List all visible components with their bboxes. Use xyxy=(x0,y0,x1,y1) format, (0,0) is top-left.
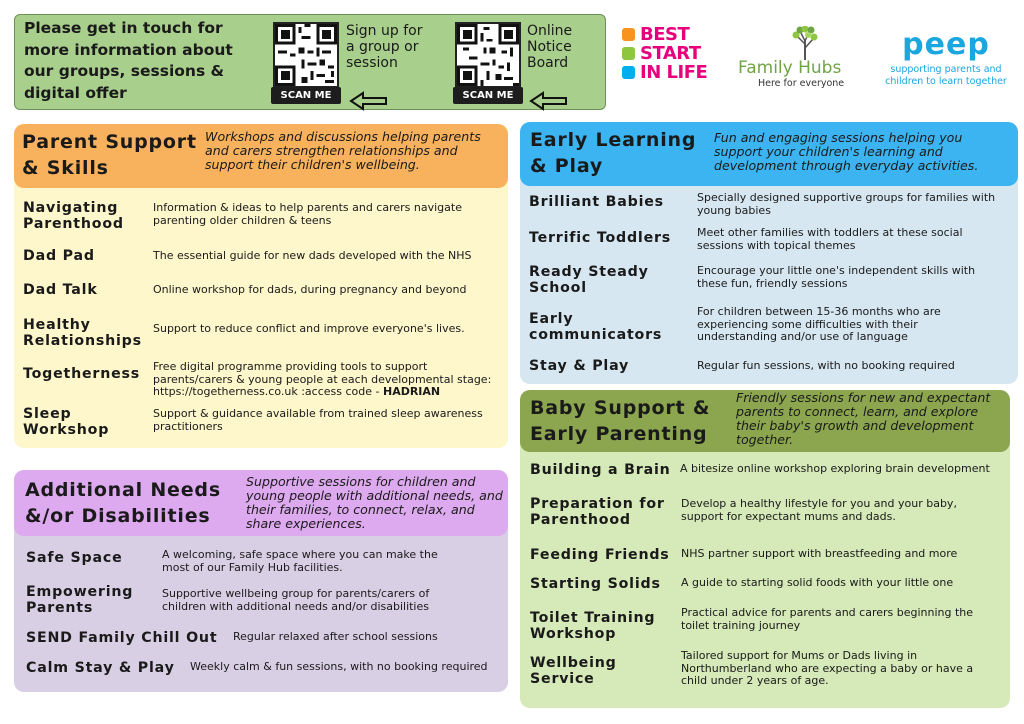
item-name: Stay & Play xyxy=(529,358,630,374)
parent-support-section xyxy=(14,124,508,448)
item-description: Weekly calm & fun sessions, with no booking required xyxy=(190,660,488,673)
item-description: Meet other families with toddlers at these social sessions with topical themes xyxy=(697,226,963,252)
item-name: Terrific Toddlers xyxy=(529,230,672,246)
item-name: SEND Family Chill Out xyxy=(26,630,218,646)
item-name: Dad Pad xyxy=(23,248,95,264)
section-header xyxy=(14,124,508,188)
qr-code-icon[interactable] xyxy=(273,22,339,88)
item-name: Brilliant Babies xyxy=(529,194,664,210)
qr-code-icon[interactable] xyxy=(455,22,521,88)
arrow-left-icon xyxy=(349,91,389,111)
item-description: Encourage your little one's independent skills with these fun, friendly sessions xyxy=(697,264,976,290)
item-description: A bitesize online workshop exploring brain development xyxy=(680,462,990,475)
scan-me-label: SCAN ME xyxy=(453,87,523,104)
family-hubs-title: Family Hubs xyxy=(738,58,842,78)
section-description: Workshops and discussions helping parents and carers strengthen relationships and support their children's wellbeing. xyxy=(205,129,481,172)
item-description: Regular relaxed after school sessions xyxy=(233,630,438,643)
item-description: Information & ideas to help parents and carers navigate parenting older children & teens xyxy=(153,201,462,227)
section-description: Supportive sessions for children and young people with additional needs, and their families, to connect, relax, and share experiences. xyxy=(246,474,503,531)
item-name: Safe Space xyxy=(26,550,123,566)
contact-message: Please get in touch for more information about our groups, sessions & digital offer xyxy=(24,19,233,102)
item-name: Sleep Workshop xyxy=(23,406,110,438)
qr-label-notice-board: Online Notice Board xyxy=(527,23,573,71)
item-name: Ready Steady School xyxy=(529,264,649,296)
scan-me-label: SCAN ME xyxy=(271,87,341,104)
section-description: Friendly sessions for new and expectant parents to connect, learn, and explore their baby's growth and development together. xyxy=(736,390,991,447)
qr-label-signup: Sign up for a group or session xyxy=(346,23,423,71)
contact-banner xyxy=(14,14,606,110)
item-description: Develop a healthy lifestyle for you and your baby, support for expectant mums and dads. xyxy=(681,497,957,523)
logo-line: BEST xyxy=(640,24,690,45)
item-name: Calm Stay & Play xyxy=(26,660,175,676)
section-title: Parent Support & Skills xyxy=(22,131,197,179)
togetherness-text: Free digital programme providing tools to support parents/carers & young people at each developmental stage: https://togetherness.co.uk :access code - xyxy=(153,360,492,398)
logo-square-icon xyxy=(622,28,635,41)
item-description: A welcoming, safe space where you can make the most of our Family Hub facilities. xyxy=(162,548,438,574)
section-title: Additional Needs &/or Disabilities xyxy=(25,479,221,527)
item-name: Togetherness xyxy=(23,366,141,382)
item-name: Dad Talk xyxy=(23,282,98,298)
item-name: Building a Brain xyxy=(530,462,671,478)
item-description: Practical advice for parents and carers beginning the toilet training journey xyxy=(681,606,974,632)
peep-logo xyxy=(878,28,1014,96)
item-name: Healthy Relationships xyxy=(23,317,142,349)
section-header xyxy=(520,390,1010,452)
item-name: Navigating Parenthood xyxy=(23,200,124,232)
item-description: Regular fun sessions, with no booking required xyxy=(697,359,955,372)
item-description: For children between 15-36 months who are experiencing some difficulties with their understanding and/or use of language xyxy=(697,305,941,343)
early-learning-section xyxy=(520,122,1018,384)
access-code: HADRIAN xyxy=(382,385,441,398)
item-name: Wellbeing Service xyxy=(530,655,617,687)
additional-needs-section xyxy=(14,470,508,692)
family-hubs-logo xyxy=(734,26,874,96)
section-header xyxy=(520,122,1018,186)
item-description: Supportive wellbeing group for parents/carers of children with additional needs and/or disabilities xyxy=(162,587,430,613)
item-description: The essential guide for new dads developed with the NHS xyxy=(153,249,472,262)
item-name: Toilet Training Workshop xyxy=(530,610,656,642)
peep-title: peep xyxy=(902,27,990,62)
tree-icon xyxy=(786,26,824,60)
item-description: A guide to starting solid foods with your little one xyxy=(681,576,954,589)
logo-square-icon xyxy=(622,66,635,79)
item-name: Preparation for Parenthood xyxy=(530,496,665,528)
section-header xyxy=(14,470,508,536)
item-name: Empowering Parents xyxy=(26,584,134,616)
item-description: Support to reduce conflict and improve everyone's lives. xyxy=(153,322,465,335)
item-description: NHS partner support with breastfeeding and more xyxy=(681,547,958,560)
item-description: Specially designed supportive groups for families with young babies xyxy=(697,191,996,217)
item-name: Early communicators xyxy=(529,311,663,343)
item-description xyxy=(153,361,498,399)
best-start-in-life-logo xyxy=(622,25,722,93)
logo-line: START xyxy=(640,43,701,64)
section-title: Early Learning & Play xyxy=(530,129,697,177)
item-name: Starting Solids xyxy=(530,576,661,592)
item-description: Tailored support for Mums or Dads living in Northumberland who are expecting a baby or have a child under 2 years of age. xyxy=(681,649,974,687)
peep-tagline: supporting parents and children to learn together xyxy=(885,64,1007,87)
item-description: Online workshop for dads, during pregnancy and beyond xyxy=(153,283,467,296)
section-title: Baby Support & Early Parenting xyxy=(530,397,711,445)
logo-square-icon xyxy=(622,47,635,60)
arrow-left-icon xyxy=(529,91,569,111)
section-description: Fun and engaging sessions helping you support your children's learning and development through everyday activities. xyxy=(714,130,979,173)
family-hubs-tagline: Here for everyone xyxy=(758,78,845,89)
item-name: Feeding Friends xyxy=(530,547,670,563)
logo-line: IN LIFE xyxy=(640,62,708,83)
baby-support-section xyxy=(520,390,1010,708)
item-description: Support & guidance available from trained sleep awareness practitioners xyxy=(153,407,483,433)
